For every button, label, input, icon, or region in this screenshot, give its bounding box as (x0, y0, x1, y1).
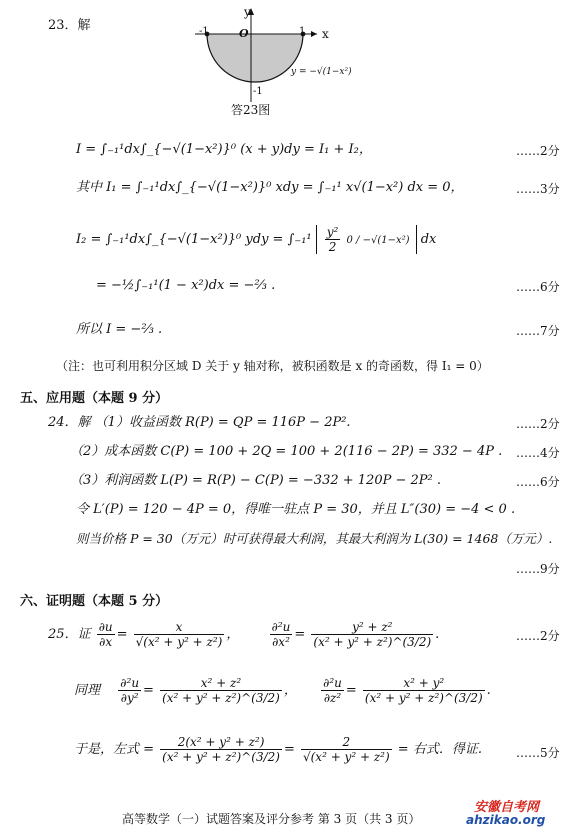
score-25-1: ……2分 (516, 629, 560, 643)
figure-23 (195, 6, 375, 120)
conclusion-prefix: 于是，左式 = (74, 742, 155, 757)
watermark-bottom: ahzikao.org (466, 813, 546, 827)
fig-left-tick: -1 (199, 26, 209, 37)
score-25-final: ……5分 (516, 746, 560, 760)
fig-caption: 答23图 (231, 103, 271, 117)
fig-bottom-tick: -1 (253, 86, 263, 97)
eq-23-line3-frac: $\frac{\text{y²}}{2}$ (326, 225, 339, 254)
frac-conclusion-2: $\frac{2}{\text{√(x² + y² + z²)}}$ (302, 735, 390, 764)
frac-d2u-dz2-value: $\frac{\text{x² + y²}}{\text{(x² + y² + z²)\textasciicircum{}(3/2)}}$ (364, 676, 483, 705)
frac-d2u-dx2: $\frac{\text{∂²u}}{\text{∂x²}}$ (271, 620, 291, 649)
score-23-1: ……2分 (516, 144, 560, 158)
eq-23-line5: 所以 I = −⅔ . (76, 322, 163, 337)
eq-23-line3-suffix: dx (420, 232, 437, 247)
frac-conclusion-1: $\frac{\text{2(x² + y² + z²)}}{\text{(x² + y² + z²)\textasciicircum{}(3/2)}}$ (162, 735, 280, 764)
frac-d2u-dx2-value: $\frac{\text{y² + z²}}{\text{(x² + y² + z²)\textasciicircum{}(3/2)}}$ (313, 620, 432, 649)
conclusion-suffix: = 右式．得证. (397, 742, 482, 757)
score-23-5: ……7分 (516, 324, 560, 338)
frac-d2u-dy2: $\frac{\text{∂²u}}{\text{∂y²}}$ (120, 676, 140, 705)
score-24-1: ……2分 (516, 417, 560, 431)
eq-23-line3-bracket (316, 225, 417, 254)
eq-24-line3: （3）利润函数 L(P) = R(P) − C(P) = −332 + 120P − 2P² . (70, 473, 441, 488)
eq-24-line4: 令 L′(P) = 120 − 4P = 0，得唯一驻点 P = 30，并且 L″(30) = −4 < 0 . (76, 502, 516, 517)
eq-23-line3 (76, 225, 436, 254)
page-footer: 高等数学（一）试题答案及评分参考 第 3 页（共 3 页） (122, 812, 421, 826)
frac-du-dx: $\frac{\partial u}{\partial x}$ (98, 620, 113, 649)
section-6-title: 六、证明题（本题 5 分） (20, 594, 169, 609)
frac-d2u-dz2: $\frac{\text{∂²u}}{\text{∂z²}}$ (323, 676, 342, 705)
eq-25-line2: 同理 $\frac{\text{∂²u}}{\text{∂y²}}$ = $\frac{\text{x² + z²}}{\text{(x² + y² + z²)\textasciicircum{}(3/2)}}$ ， $\frac{\text{∂²u}}{\text{∂z²}}$ = $\frac{\text{x² + y²}}{\text{(x² + y² + z²)\textasciicircum{}(3/2)}}$ . (74, 676, 491, 705)
eq-24-line1: 24．解 （1）收益函数 R(P) = QP = 116P − 2P². (48, 415, 351, 430)
fig-origin-label: O (239, 27, 249, 40)
fig-right-tick: 1 (299, 26, 306, 37)
score-23-2: ……3分 (516, 182, 560, 196)
fig-x-label: x (322, 27, 329, 41)
score-24-2: ……4分 (516, 446, 560, 460)
fig-y-label: y (244, 5, 251, 19)
score-23-4: ……6分 (516, 280, 560, 294)
same-label: 同理 (74, 683, 101, 698)
shaded-region (207, 34, 303, 82)
eq-23-line2: 其中 I₁ = ∫₋₁¹dx∫_{−√(1−x²)}⁰ xdy = ∫₋₁¹ x√(1−x²) dx = 0， (76, 180, 464, 195)
section-5-title: 五、应用题（本题 9 分） (20, 391, 169, 406)
eq-25-conclusion: 于是，左式 = $\frac{\text{2(x² + y² + z²)}}{\text{(x² + y² + z²)\textasciicircum{}(3/2)}}$ = $\frac{2}{\text{√(x² + y² + z²)}}$ = 右式．得证. (74, 735, 482, 764)
semicircle-diagram (195, 6, 375, 116)
eq-23-line3-prefix: I₂ = ∫₋₁¹dx∫_{−√(1−x²)}⁰ ydy = ∫₋₁¹ (76, 232, 312, 247)
fig-curve-label: y = −√(1−x²) (291, 67, 352, 77)
x-axis-arrow-icon (311, 31, 317, 37)
note-23: （注：也可利用积分区域 D 关于 y 轴对称，被积函数是 x 的奇函数，得 I₁ = 0） (56, 359, 489, 373)
problem-23-label: 23．解 (48, 18, 91, 33)
eq-23-line1: I = ∫₋₁¹dx∫_{−√(1−x²)}⁰ (x + y)dy = I₁ + I₂， (76, 142, 372, 157)
eq-25-line1: 25．证 $\frac{\partial u}{\partial x}$ = $\frac{x}{\text{√(x² + y² + z²)}}$ ， $\frac{\text{∂²u}}{\text{∂x²}}$ = $\frac{\text{y² + z²}}{\text{(x² + y² + z²)\textasciicircum{}(3/2)}}$ . (48, 620, 440, 649)
eq-23-line4: = −½∫₋₁¹(1 − x²)dx = −⅔ . (96, 278, 276, 293)
score-24-3: ……6分 (516, 475, 560, 489)
score-24-5: ……9分 (516, 562, 560, 576)
frac-d2u-dy2-value: $\frac{\text{x² + z²}}{\text{(x² + y² + z²)\textasciicircum{}(3/2)}}$ (162, 676, 280, 705)
eq-24-line5: 则当价格 P = 30（万元）时可获得最大利润，其最大利润为 L(30) = 1468（万元）. (76, 531, 553, 546)
eq-23-line3-limits: 0 / −√(1−x²) (346, 235, 410, 246)
watermark-top: 安徽自考网 (474, 800, 540, 815)
eq-25-prefix: 25．证 (48, 627, 91, 642)
frac-du-dx-value: $\frac{x}{\text{√(x² + y² + z²)}}$ (135, 620, 223, 649)
eq-24-line2: （2）成本函数 C(P) = 100 + 2Q = 100 + 2(116 − 2P) = 332 − 4P . (70, 444, 503, 459)
